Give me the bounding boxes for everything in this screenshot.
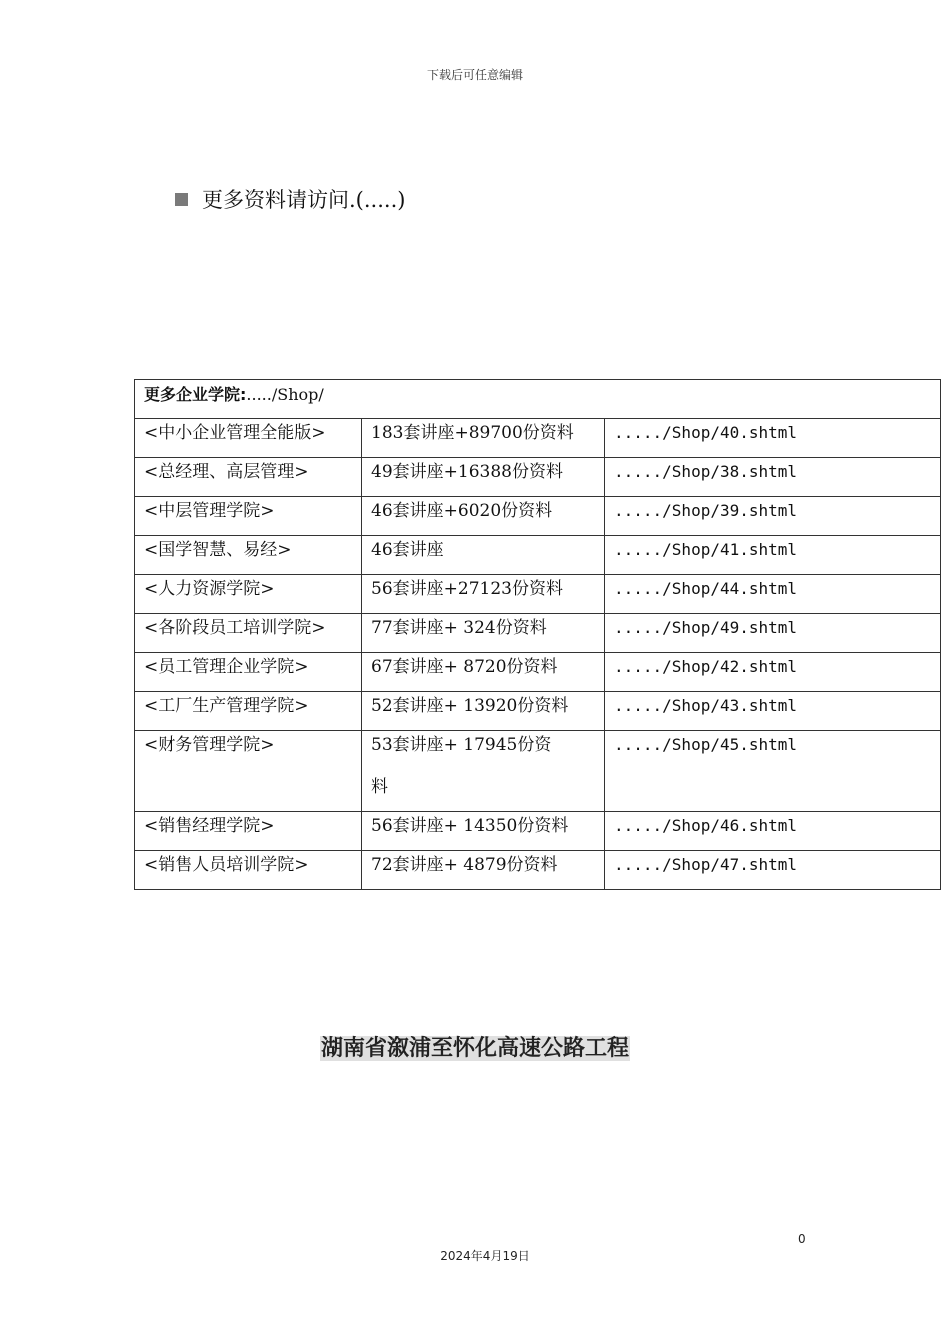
table-row — [135, 458, 941, 497]
footer-date: 2024年4月19日 — [440, 1249, 530, 1263]
course-info: 49套讲座+16388份资料 — [362, 458, 605, 497]
course-link[interactable]: ...../Shop/38.shtml — [605, 458, 941, 497]
course-link[interactable]: ...../Shop/39.shtml — [605, 497, 941, 536]
course-link[interactable]: ...../Shop/49.shtml — [605, 614, 941, 653]
course-info — [362, 731, 605, 812]
course-link[interactable]: ...../Shop/45.shtml — [605, 731, 941, 812]
table-row — [135, 419, 941, 458]
header-note: 下载后可任意编辑 — [426, 68, 523, 82]
table-row — [135, 536, 941, 575]
course-link[interactable]: ...../Shop/41.shtml — [605, 536, 941, 575]
table-heading-row — [135, 380, 941, 419]
course-name: <总经理、高层管理> — [135, 458, 362, 497]
course-info: 56套讲座+27123份资料 — [362, 575, 605, 614]
table-row — [135, 812, 941, 851]
course-info: 52套讲座+ 13920份资料 — [362, 692, 605, 731]
course-table — [134, 379, 941, 890]
square-bullet-icon — [175, 193, 188, 206]
page-number: 0 — [798, 1232, 806, 1246]
table-row — [135, 614, 941, 653]
table-row — [135, 497, 941, 536]
course-name: <中小企业管理全能版> — [135, 419, 362, 458]
table-row — [135, 731, 941, 812]
course-name: <财务管理学院> — [135, 731, 362, 812]
course-name: <员工管理企业学院> — [135, 653, 362, 692]
course-info-wrapped: 53套讲座+ 17945份资料 — [371, 735, 552, 797]
course-link[interactable]: ...../Shop/47.shtml — [605, 851, 941, 890]
table-row — [135, 653, 941, 692]
course-link[interactable]: ...../Shop/44.shtml — [605, 575, 941, 614]
course-name: <销售人员培训学院> — [135, 851, 362, 890]
course-info: 183套讲座+89700份资料 — [362, 419, 605, 458]
course-info: 67套讲座+ 8720份资料 — [362, 653, 605, 692]
course-info: 72套讲座+ 4879份资料 — [362, 851, 605, 890]
course-name: <国学智慧、易经> — [135, 536, 362, 575]
intro-bullet-line — [175, 184, 405, 214]
course-info: 77套讲座+ 324份资料 — [362, 614, 605, 653]
course-name: <人力资源学院> — [135, 575, 362, 614]
course-link[interactable]: ...../Shop/42.shtml — [605, 653, 941, 692]
table-heading-cell — [135, 380, 941, 419]
intro-bullet-text: 更多资料请访问.(.....) — [202, 188, 406, 212]
course-link[interactable]: ...../Shop/40.shtml — [605, 419, 941, 458]
course-name: <中层管理学院> — [135, 497, 362, 536]
course-name: <销售经理学院> — [135, 812, 362, 851]
course-link[interactable]: ...../Shop/43.shtml — [605, 692, 941, 731]
course-info: 56套讲座+ 14350份资料 — [362, 812, 605, 851]
course-info: 46套讲座 — [362, 536, 605, 575]
project-title: 湖南省溆浦至怀化高速公路工程 — [320, 1036, 629, 1061]
course-info: 46套讲座+6020份资料 — [362, 497, 605, 536]
project-title-block — [0, 1031, 950, 1062]
table-row — [135, 851, 941, 890]
course-link[interactable]: ...../Shop/46.shtml — [605, 812, 941, 851]
table-heading-url[interactable]: ...../Shop/ — [246, 385, 324, 404]
course-name: <工厂生产管理学院> — [135, 692, 362, 731]
table-row — [135, 575, 941, 614]
table-heading-label: 更多企业学院: — [144, 385, 247, 404]
course-name: <各阶段员工培训学院> — [135, 614, 362, 653]
